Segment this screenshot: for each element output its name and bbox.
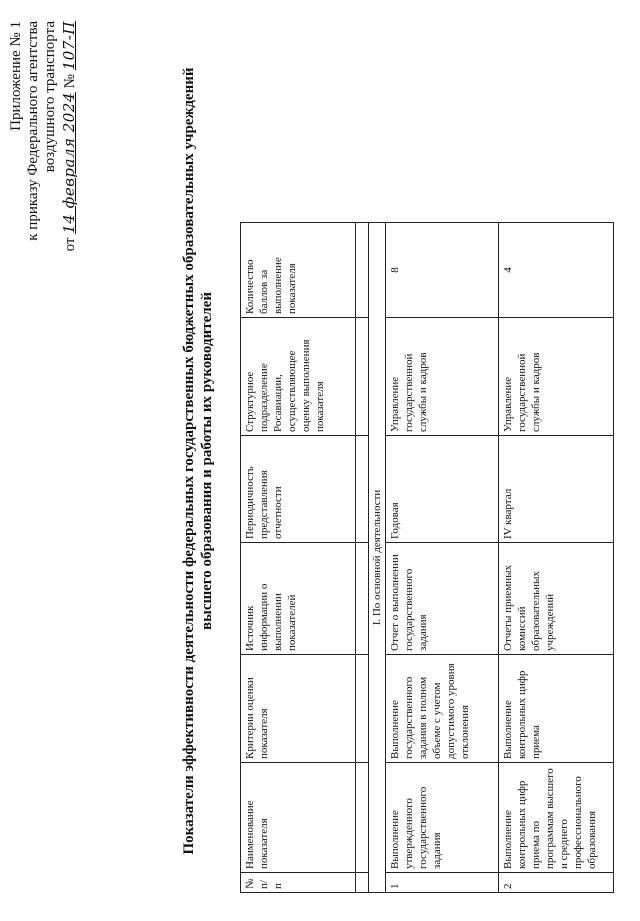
header-unit: Структурное подразделение Росавиации, осуществляющее оценку выполнения показателя bbox=[241, 318, 356, 436]
handwritten-date: 14 февраля 2024 bbox=[60, 92, 78, 234]
cell-number: 1 bbox=[386, 873, 499, 893]
cell-criteria: Выполнение государственного задания в полном объеме с учетом допустимого уровня отклонения bbox=[386, 655, 499, 763]
table-spacer-row bbox=[356, 223, 369, 893]
table-row bbox=[499, 223, 614, 893]
cell-points: 8 bbox=[386, 223, 499, 318]
header-points: Количество баллов за выполнение показателя bbox=[241, 223, 356, 318]
title-line-1: Показатели эффективности деятельности федеральных государственных бюджетных образовательных учреждений bbox=[181, 67, 197, 855]
header-number: № п/п bbox=[241, 873, 356, 893]
date-prefix: от bbox=[62, 237, 78, 252]
cell-period: Годовая bbox=[386, 436, 499, 543]
cell-criteria: Выполнение контрольных цифр приема bbox=[499, 655, 614, 763]
header-criteria: Критерии оценки показателя bbox=[241, 655, 356, 763]
section-heading: I. По основной деятельности bbox=[369, 223, 386, 893]
appendix-line-3: воздушного транспорта bbox=[42, 21, 58, 173]
appendix-line-2: к приказу Федерального агентства bbox=[25, 21, 41, 241]
appendix-block bbox=[8, 21, 79, 271]
order-date-line bbox=[61, 21, 79, 271]
cell-name: Выполнение утвержденного государственного задания bbox=[386, 763, 499, 873]
indicators-table bbox=[240, 222, 614, 893]
table-row bbox=[386, 223, 499, 893]
cell-period: IV квартал bbox=[499, 436, 614, 543]
spacer-cell bbox=[356, 655, 369, 763]
spacer-cell bbox=[356, 318, 369, 436]
header-source: Источник информации о выполнении показателей bbox=[241, 543, 356, 655]
cell-number: 2 bbox=[499, 873, 614, 893]
number-prefix: № bbox=[62, 74, 78, 89]
document-title bbox=[180, 41, 216, 881]
cell-source: Отчет о выполнении государственного задания bbox=[386, 543, 499, 655]
title-line-2: высшего образования и работы их руководителей bbox=[199, 292, 215, 630]
cell-unit: Управление государственной службы и кадров bbox=[386, 318, 499, 436]
spacer-cell bbox=[356, 543, 369, 655]
spacer-cell bbox=[356, 223, 369, 318]
section-row bbox=[369, 223, 386, 893]
header-period: Периодичность представления отчетности bbox=[241, 436, 356, 543]
appendix-line-1: Приложение № 1 bbox=[8, 21, 24, 131]
cell-name: Выполнение контрольных цифр приема по программам высшего и среднего профессионального образования bbox=[499, 763, 614, 873]
table-header-row bbox=[241, 223, 356, 893]
spacer-cell bbox=[356, 873, 369, 893]
cell-source: Отчеты приемных комиссий образовательных учреждений bbox=[499, 543, 614, 655]
cell-points: 4 bbox=[499, 223, 614, 318]
handwritten-number: 107-П bbox=[60, 21, 78, 71]
cell-unit: Управление государственной службы и кадров bbox=[499, 318, 614, 436]
header-name: Наименование показателя bbox=[241, 763, 356, 873]
spacer-cell bbox=[356, 436, 369, 543]
spacer-cell bbox=[356, 763, 369, 873]
